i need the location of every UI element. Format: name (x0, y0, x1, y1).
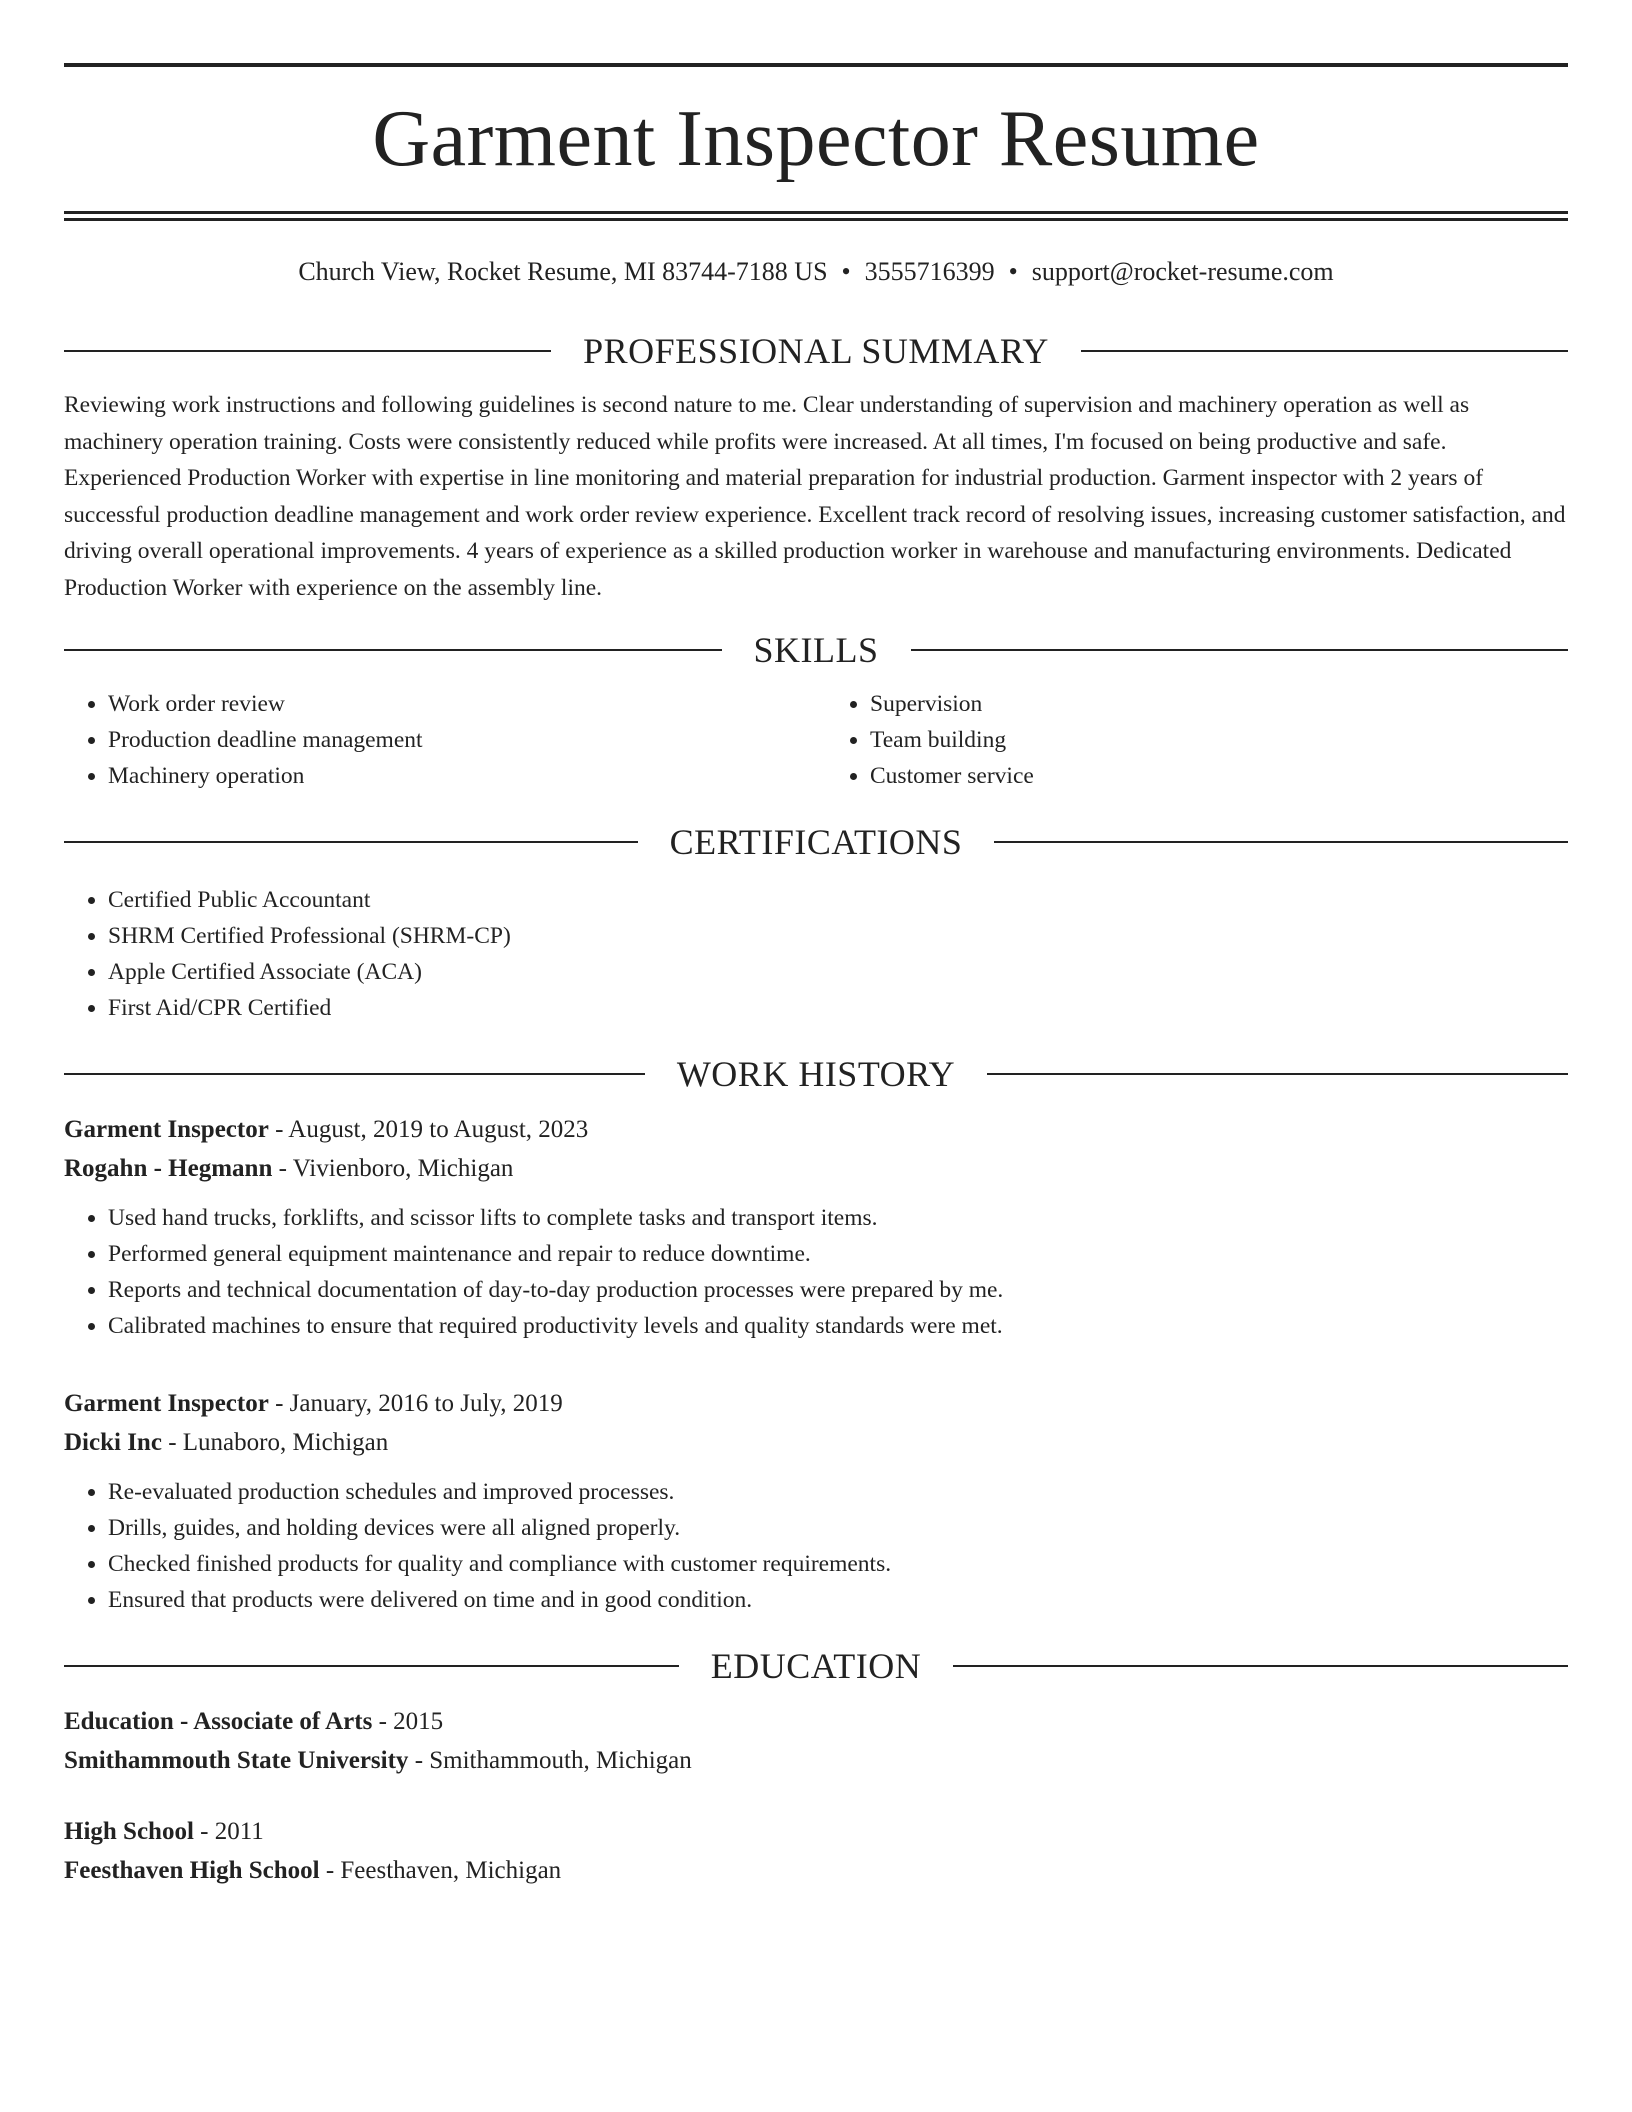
education-entry (64, 1702, 1568, 1780)
contact-address: Church View, Rocket Resume, MI 83744-7188 US (298, 257, 828, 286)
education-degree: High School (64, 1818, 194, 1845)
education-school: Feesthaven High School (64, 1857, 320, 1884)
job-bullet: • Reports and technical documentation of day-to-day production processes were prepared by me. (108, 1272, 1568, 1308)
job-company: Rogahn - Hegmann (64, 1155, 273, 1182)
section-title-education: EDUCATION (710, 1646, 922, 1686)
job-bullet: • Calibrated machines to ensure that required productivity levels and quality standards were met. (108, 1308, 1568, 1344)
contact-separator: • (1008, 257, 1018, 286)
skill-item: • Customer service (870, 758, 1568, 794)
job-company-line (64, 1423, 1568, 1462)
education-degree-line (64, 1812, 1568, 1851)
job-bullet: • Checked finished products for quality and compliance with customer requirements. (108, 1546, 1568, 1582)
section-rule (1081, 350, 1568, 352)
education-school-line (64, 1741, 1568, 1780)
section-header-skills (64, 628, 1568, 672)
job-bullets (64, 1200, 1568, 1344)
skills-list (64, 686, 1568, 794)
job-entry (64, 1384, 1568, 1618)
section-rule (953, 1665, 1568, 1667)
contact-email: support@rocket-resume.com (1031, 257, 1334, 286)
top-rule (64, 63, 1568, 67)
job-bullet: • Performed general equipment maintenance and repair to reduce downtime. (108, 1236, 1568, 1272)
education-location: - Smithammouth, Michigan (408, 1747, 692, 1774)
job-bullet: • Used hand trucks, forklifts, and scissor lifts to complete tasks and transport items. (108, 1200, 1568, 1236)
certification-item: • Certified Public Accountant (108, 882, 1568, 918)
job-location: - Vivienboro, Michigan (272, 1155, 514, 1182)
job-title-line (64, 1384, 1568, 1423)
education-school: Smithammouth State University (64, 1747, 409, 1774)
certification-item: • SHRM Certified Professional (SHRM-CP) (108, 918, 1568, 954)
section-rule (987, 1073, 1568, 1075)
certification-item: • First Aid/CPR Certified (108, 990, 1568, 1026)
section-title-skills: SKILLS (753, 630, 879, 670)
summary-paragraph: Reviewing work instructions and following guidelines is second nature to me. Clear understanding of supervision and machinery operation as well as machinery operation training. Costs were consistently reduced while profits were increased. At all times, I'm focused on being productive and safe. Experienced Production Worker with expertise in line monitoring and material preparation for industrial production. Garment inspector with 2 years of successful production deadline management and work order review experience. Excellent track record of resolving issues, increasing customer satisfaction, and driving overall operational improvements. 4 years of experience as a skilled production worker in warehouse and manufacturing environments. Dedicated Production Worker with experience on the assembly line. (64, 392, 1566, 601)
certifications-list (64, 882, 1568, 1026)
section-rule (64, 350, 551, 352)
job-bullet: • Ensured that products were delivered on time and in good condition. (108, 1582, 1568, 1618)
section-rule (64, 1073, 645, 1075)
job-bullet: • Drills, guides, and holding devices were all aligned properly. (108, 1510, 1568, 1546)
title-double-rule (64, 211, 1568, 221)
skill-item: • Work order review (108, 686, 816, 722)
skill-item: • Supervision (870, 686, 1568, 722)
skill-item: • Machinery operation (108, 758, 816, 794)
resume-page (64, 0, 1568, 1890)
job-title: Garment Inspector (64, 1116, 269, 1143)
job-bullet: • Re-evaluated production schedules and improved processes. (108, 1474, 1568, 1510)
education-entry (64, 1812, 1568, 1890)
education-year: - 2011 (193, 1818, 264, 1845)
skills-column-right (816, 686, 1568, 794)
section-title-certifications: CERTIFICATIONS (669, 822, 963, 862)
job-dates: - January, 2016 to July, 2019 (268, 1390, 563, 1417)
education-year: - 2015 (372, 1708, 444, 1735)
contact-line (64, 255, 1568, 289)
job-entry (64, 1110, 1568, 1344)
section-title-summary: PROFESSIONAL SUMMARY (583, 331, 1049, 371)
job-dates: - August, 2019 to August, 2023 (268, 1116, 589, 1143)
section-rule (64, 649, 722, 651)
section-header-certifications (64, 820, 1568, 864)
skill-item: • Production deadline management (108, 722, 816, 758)
section-header-work (64, 1052, 1568, 1096)
section-title-work: WORK HISTORY (676, 1054, 956, 1094)
section-header-summary (64, 329, 1568, 373)
education-location: - Feesthaven, Michigan (319, 1857, 562, 1884)
certification-item: • Apple Certified Associate (ACA) (108, 954, 1568, 990)
job-company-line (64, 1149, 1568, 1188)
skills-column-left (64, 686, 816, 794)
job-title: Garment Inspector (64, 1390, 269, 1417)
job-bullets (64, 1474, 1568, 1618)
section-rule (911, 649, 1569, 651)
section-rule (994, 841, 1568, 843)
contact-separator: • (841, 257, 851, 286)
job-title-line (64, 1110, 1568, 1149)
skill-item: • Team building (870, 722, 1568, 758)
job-location: - Lunaboro, Michigan (161, 1429, 389, 1456)
education-school-line (64, 1851, 1568, 1890)
section-rule (64, 841, 638, 843)
education-degree: Education - Associate of Arts (64, 1708, 373, 1735)
contact-phone: 3555716399 (864, 257, 995, 286)
education-degree-line (64, 1702, 1568, 1741)
job-company: Dicki Inc (64, 1429, 162, 1456)
section-rule (64, 1665, 679, 1667)
section-header-education (64, 1644, 1568, 1688)
resume-title: Garment Inspector Resume (372, 95, 1260, 183)
